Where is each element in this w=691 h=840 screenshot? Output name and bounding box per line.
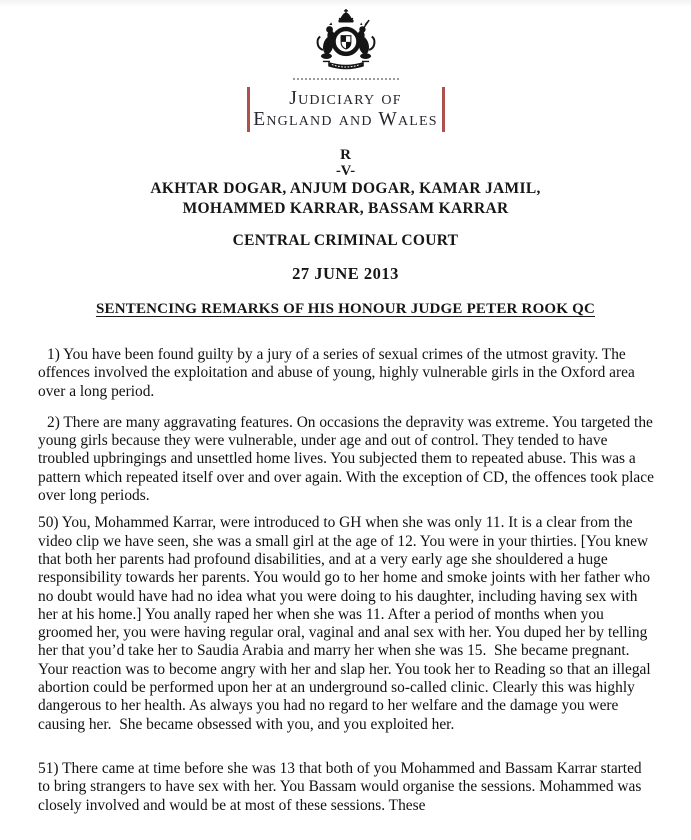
org-line-1: Judiciary of	[289, 88, 402, 109]
paragraph-1: 1) You have been found guilty by a jury of a series of sexual crimes of the utmost gravity. The offences involved the exploitation and abuse of young, highly vulnerable girls in the Oxford area over a long period.	[38, 346, 639, 400]
defendants-line-1: AKHTAR DOGAR, ANJUM DOGAR, KAMAR JAMIL,	[150, 180, 541, 197]
document-heading: SENTENCING REMARKS OF HIS HONOUR JUDGE PETER ROOK QC	[95, 301, 596, 317]
judiciary-banner	[247, 87, 445, 132]
versus-separator: -V-	[335, 163, 356, 179]
paragraph-2: 2) There are many aggravating features. On occasions the depravity was extreme. You targeted the young girls because they were vulnerable, under age and out of control. They tended to have troubled upbringings and unsettled home lives. You subjected them to repeated abuse. This was a pattern which repeated itself over and over again. With the exception of CD, the offences took place over long periods.	[38, 413, 658, 505]
defendants-line-2: MOHAMMED KARRAR, BASSAM KARRAR	[182, 200, 509, 217]
hearing-date: 27 JUNE 2013	[292, 264, 399, 283]
left-accent-bar	[247, 87, 250, 132]
court-name: CENTRAL CRIMINAL COURT	[232, 232, 459, 249]
remarks-body	[38, 346, 656, 815]
crown-party: R	[340, 147, 351, 163]
case-caption	[0, 147, 691, 318]
org-line-2: England and Wales	[253, 109, 438, 130]
dotted-divider	[293, 78, 399, 80]
paragraph-51: 51) There came at time before she was 13 that both of you Mohammed and Bassam Karrar started to bring strangers to have sex with her. You Bassam would organise the sessions. Mohammed was closely involved and would be at most of these sessions. These	[38, 759, 646, 814]
royal-coat-of-arms-icon	[300, 9, 392, 73]
judiciary-masthead	[0, 0, 691, 132]
judiciary-title	[247, 88, 445, 130]
right-accent-bar	[442, 87, 445, 132]
paragraph-50: 50) You, Mohammed Karrar, were introduced to GH when she was only 11. It is a clear from the video clip we have seen, she was a small girl at the age of 12. You were in your thirties. [You knew that both her parents had profound disabilities, and at a very early age she shouldered a huge responsibility towards her parents. You would go to her home and smoke joints with her father who no doubt would have had no idea what you were doing to his daughter, including having sex with her at his home.] You anally raped her when she was 11. After a period of months when you groomed her, you were having regular oral, vaginal and anal sex with her. You duped her by telling her that you’d take her to Saudia Arabia and marry her when she was 15. She became pregnant. Your reaction was to become angry with her and slap her. You took her to Reading so that an illegal abortion could be performed upon her at an underground so-called clinic. Clearly this was highly dangerous to her health. As always you had no regard to her welfare and the damage you were causing her. She became obsessed with you, and you exploited her.	[38, 514, 655, 733]
